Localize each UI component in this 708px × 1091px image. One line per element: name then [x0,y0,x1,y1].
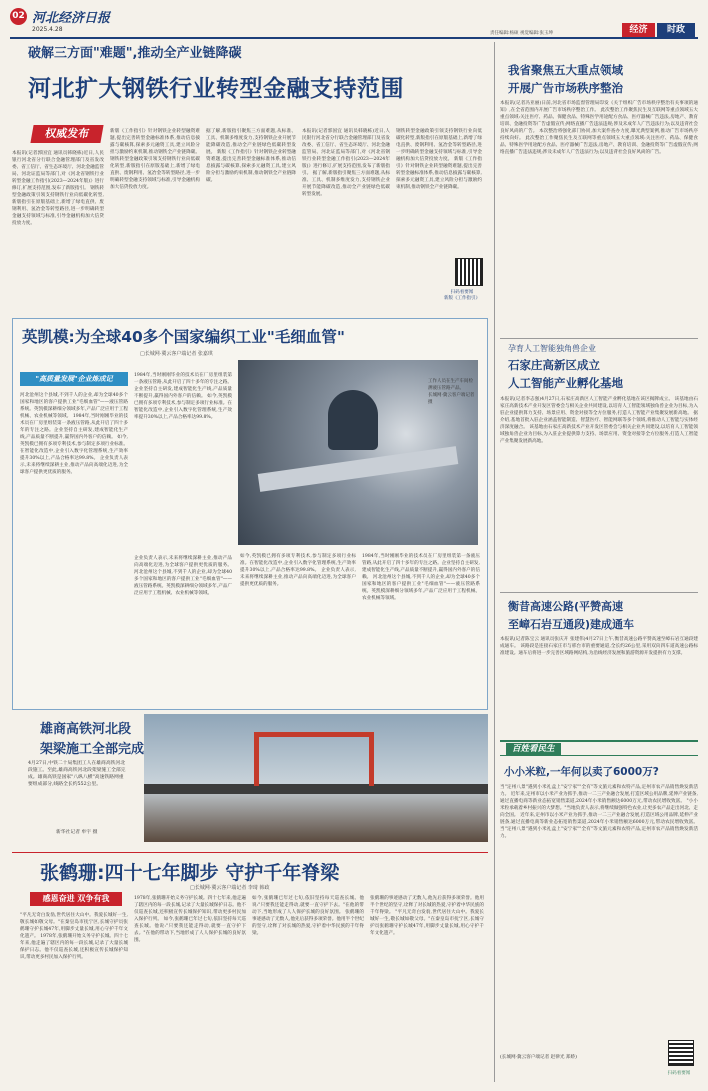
right-rule-2 [500,592,698,593]
highway-headline-1: 衡昔高速公路(平赞高速 [508,600,624,613]
feature2-body-col3: 如今,张鹤珊已年过七旬,依旧坚持每天巡查长城。他说:"只要我还能走得动,就要一直守护下去。"在他的带动下,当地形成了人人保护长城的良好氛围。 张鹤珊的事迹感动了无数人,他先后获得多项荣誉。他用半个世纪的坚守,诠释了对长城的热爱,守护着中华民族的千年脊梁。 [252,896,364,936]
lead-body-col3: 据了解,新版指引聚焦三方面难题,从标准、工具、机制多维度发力,支持钢铁企业开展节能降碳改造,推动全产业链绿色低碳转型发展。 新版《工作指引》针对钢铁企业转型融资难题,提出完善转型金融标准体系,推动信息披露与碳核算,探索多元融资工具,建立风险分担与激励约束机制,推动钢铁全产业链降碳。 [206,129,296,183]
ad-order-body: 本报讯(记者冯亚丽)日前,河北省市场监督管理局印发《关于组织广告市场秩序整治有关事项的通知》,在全省范围内开展广告市场秩序整治工作。 此次整治工作聚焦民生及互联网等重点领域五大重点领域:关注医疗、药品、保健食品、特殊医学用途配方食品、医疗器械广告违法,房地产、教育培训、金融投资等广告虚假宣传;网络直播广告违法违规;涉及未成年人广告违法行为;以及违背社会良好风尚的广告。 本次整治将强化部门协同,加大案件查办力度,曝光典型案例,推动广告市场秩序持续向好。 此次整治工作聚焦民生及互联网等重点领域五大重点领域:关注医疗、药品、保健食品、特殊医学用途配方食品、医疗器械广告违法,房地产、教育培训、金融投资等广告虚假宣传;网络直播广告违法违规;涉及未成年人广告违法行为;以及违背社会良好风尚的广告。 [500,101,698,155]
feature2-body-col2: 1978年,张鹤珊开始义务守护长城。四十七年来,他走遍了辖区内的每一段长城,记录了大量长城保护日志。他不仅巡查长城,还积极宣传长城保护知识,带动更多村民加入保护行列。 如今,张鹤珊已年过七旬,依旧坚持每天巡查长城。他说:"只要我还能走得动,就要一直守护下去。"在他的带动下,当地形成了人人保护长城的良好氛围。 [134,896,246,943]
millet-qr-code[interactable] [668,1040,694,1066]
feature1-body-col5: 1984年,当时刚刚毕业的技术员在厂房里组装第一条液压管路,从此开启了四十多年的专注之路。企业坚持自主研发,建成智能化生产线,产品质量不断提升,赢得国内外客户的信赖。 河北沧州这个县城,不到千人的企业,却为全球40多个国家和地区的客户提供工业"毛细血管"——液压管路系统。英凯模深耕细分领域多年,产品广泛应用于工程机械、农业机械等领域。 [362,554,480,601]
feature1-body-col2: 1984年,当时刚刚毕业的技术员在厂房里组装第一条液压管路,从此开启了四十多年的专注之路。企业坚持自主研发,建成智能化生产线,产品质量不断提升,赢得国内外客户的信赖。 如今,英凯模已拥有多项专利技术,参与制定多项行业标准。在智能化改造中,企业引入数字化管理系统,生产效率提升30%以上,产品合格率达99.8%。 [134,373,232,420]
lead-kicker: 破解三方面"难题",推动全产业链降碳 [28,46,242,61]
ad-order-headline-2: 开展广告市场秩序整治 [508,81,623,95]
millet-headline: 小小米粒,一年何以卖了6000万? [504,766,659,778]
ad-order-headline-1: 我省聚焦五大重点领域 [508,63,623,77]
lead-qr-code[interactable] [455,258,483,286]
right-rule-1 [500,338,698,339]
highway-body: 本报讯(记者陈宝云 通讯员张庆开 张建伟)4月27日上午,衡昔高速公路平赞高速至嶂石岩互通段建成通车。 该路段是连接石家庄市与邢台市的重要通道,全长约26公里,采用双向四车道高速公路标准建设。通车后将进一步完善区域路网结构,为沿线经济发展和旅游资源开发提供有力支撑。 [500,637,698,656]
livelihood-banner [500,740,698,756]
lead-body-col4: 本报讯(记者郭国宜 通讯员韩晓栋)近日,人民银行河北省分行联合金融管理部门及省发改委、省工信厅、省生态环境厅、河北金融监管局、河北证监局等部门,对《河北省钢铁行业转型金融工作指引(2023—2024年版)》进行修订,扩展支持范围,发布了新版指引。 据了解,新版指引聚焦三方面难题,从标准、工具、机制多维度发力,支持钢铁企业开展节能降碳改造,推动全产业链绿色低碳转型发展。 [302,129,390,197]
feature2-top-rule [12,852,488,853]
paper-name: 河北经济日报 [32,11,111,26]
millet-byline: (长城网·冀云客户端记者 赵律光 郑娇) [500,1055,577,1060]
lead-body-col2: 新版《工作指引》针对钢铁企业转型融资难题,提出完善转型金融标准体系,推动信息披露与碳核算,探索多元融资工具,建立风险分担与激励约束机制,推动钢铁全产业链降碳。 钢铁转型金融政策引领支持钢铁行业向低碳化转型,新版指引在原版基础上,新增了绿电直供、废钢利用、氢冶金等转型路径,进一步明确转型金融支持领域与标准,引导金融机构加大信贷投放力度。 [110,129,200,190]
ai-base-headline-1: 石家庄高新区成立 [508,358,600,372]
editors-line: 责任编辑:杨硕 视觉编辑:张玉坤 [490,31,553,36]
masthead-rule [10,37,698,39]
rail-credit: 新华社记者 牟宇 摄 [56,830,98,835]
feature2-byline: □长城网·冀云客户端记者 李琦 韩政 [190,885,270,891]
gantry-crane [254,732,374,786]
ai-base-headline-2: 人工智能产业孵化基地 [508,376,623,390]
millet-qr-caption: 扫码看要闻 [667,1071,691,1076]
machine-arm [258,446,459,492]
lead-qr-caption: 扫码看要闻 新版《工作指引》 [444,290,480,301]
feature2-body-col1: "平凡无奇白发翁,世代居住大山中。我爱长城好一生,敬长城如敬父母。"在秦皇岛市抚宁区,长城守护员张鹤珊守护长城47年,用脚步丈量长城,用心守护千年文化遗产。 1978年,张鹤珊开始义务守护长城。四十七年来,他走遍了辖区内的每一段长城,记录了大量长城保护日志。他不仅巡查长城,还积极宣传长城保护知识,带动更多村民加入保护行列。 [20,913,128,960]
lead-body-col5: 钢铁转型金融政策引领支持钢铁行业向低碳化转型,新版指引在原版基础上,新增了绿电直供、废钢利用、氢冶金等转型路径,进一步明确转型金融支持领域与标准,引导金融机构加大信贷投放力度。 新版《工作指引》针对钢铁企业转型融资难题,提出完善转型金融标准体系,推动信息披露与碳核算,探索多元融资工具,建立风险分担与激励约束机制,推动钢铁全产业链降碳。 [396,129,482,190]
feature1-body-col1: 河北沧州这个县城,不到千人的企业,却为全球40多个国家和地区的客户提供工业"毛细血管"——液压管路系统。英凯模深耕细分领域多年,产品广泛应用于工程机械、农业机械等领域。 1984年,当时刚刚毕业的技术员在厂房里组装第一条液压管路,从此开启了四十多年的专注之路。企业坚持自主研发,建成智能化生产线,产品质量不断提升,赢得国内外客户的信赖。 如今,英凯模已拥有多项专利技术,参与制定多项行业标准。在智能化改造中,企业引入数字化管理系统,生产效率提升30%以上,产品合格率达99.8%。 企业负责人表示,未来将继续深耕主业,推动产品向高端化迈进,为全球客户提供更优质的服务。 [20,393,128,475]
feature1-body-col3: 企业负责人表示,未来将继续深耕主业,推动产品向高端化迈进,为全球客户提供更优质的服务。 河北沧州这个县城,不到千人的企业,却为全球40多个国家和地区的客户提供工业"毛细血管"——液压管路系统。英凯模深耕细分领域多年,产品广泛应用于工程机械、农业机械等领域。 [134,556,232,596]
feature2-headline: 张鹤珊:四十七年脚步 守护千年脊梁 [40,862,340,884]
lead-headline: 河北扩大钢铁行业转型金融支持范围 [28,76,404,102]
lead-body-col1: 本报讯(记者郭国宜 通讯员韩晓栋)近日,人民银行河北省分行联合金融管理部门及省发改委、省工信厅、省生态环境厅、河北金融监管局、河北证监局等部门,对《河北省钢铁行业转型金融工作指引(2023—2024年版)》进行修订,扩展支持范围,发布了新版指引。 钢铁转型金融政策引领支持钢铁行业向低碳化转型,新版指引在原版基础上,新增了绿电直供、废钢利用、氢冶金等转型路径,进一步明确转型金融支持领域与标准,引导金融机构加大信贷投放力度。 [12,151,104,226]
rail-caption: 4月27日,中铁二十局集团工人在雄商高铁河北段施工。至此,雄商高铁河北段架梁施工全部完成。雄商高铁是国家"八纵八横"高速铁路网重要组成部分,线路全长约552公里。 [28,761,126,787]
millet-body: 当"定州八景"遇到小米礼盒上"安宁家""全有"等文旅元素和农特产品,定州市农产品销售焕发新活力。 近年来,定州市以小米产业为抓手,推动一二三产业融合发展,打造区域公用品牌,延伸产业链条,通过直播电商等新业态拓宽销售渠道,2024年小米销售额达6000万元,带动农民增收致富。 "小小米粒承载着乡村振兴的大梦想。"当地负责人表示,将继续做强特色农业,让更多农产品走出河北、走向全国。 近年来,定州市以小米产业为抓手,推动一二三产业融合发展,打造区域公用品牌,延伸产业链条,通过直播电商等新业态拓宽销售渠道,2024年小米销售额达6000万元,带动农民增收致富。 当"定州八景"遇到小米礼盒上"安宁家""全有"等文旅元素和农特产品,定州市农产品销售焕发新活力。 [500,785,698,839]
livelihood-banner-label: 百姓看民生 [506,743,561,755]
section-tag-politics: 时政 [657,23,695,37]
ai-base-body: 本报讯(记者李志强)4月27日,石家庄高新区人工智能产业孵化基地在该区揭牌成立。 该基地由石家庄高新技术产业开发区管委会与相关企业共同建设,以培育人工智能领域独角兽企业为目标,为入驻企业提供算力支持、场景应用、资金对接等全方位服务,打造人工智能产业集聚发展新高地。 据介绍,基地首批入驻企业涵盖智能制造、智慧医疗、智能网联等多个领域,将推动人工智能与实体经济深度融合。 该基地由石家庄高新技术产业开发区管委会与相关企业共同建设,以培育人工智能领域独角兽企业为目标,为入驻企业提供算力支持、场景应用、资金对接等全方位服务,打造人工智能产业集聚发展新高地。 [500,397,698,444]
rail-headline-1: 雄商高铁河北段 [40,722,132,737]
highway-headline-2: 至嶂石岩互通段)建成通车 [508,618,635,631]
right-column-divider [494,42,495,1082]
feature1-tag: "高质量发展"企业炼成记 [20,372,128,386]
feature1-body-col4: 如今,英凯模已拥有多项专利技术,参与制定多项行业标准。在智能化改造中,企业引入数字化管理系统,生产效率提升30%以上,产品合格率达99.8%。 企业负责人表示,未来将继续深耕主业,推动产品向高端化迈进,为全球客户提供更优质的服务。 [240,554,356,587]
rail-headline-2: 架梁施工全部完成 [40,742,145,757]
feature1-byline: □长城网·冀云客户端记者 张嘉琪 [140,351,213,357]
column-tag-authoritative: 权威发布 [30,125,103,143]
ai-base-kicker: 孕育人工智能独角兽企业 [508,344,596,353]
feature2-body-col4: 张鹤珊的事迹感动了无数人,他先后获得多项荣誉。他用半个世纪的坚守,诠释了对长城的热爱,守护着中华民族的千年脊梁。 "平凡无奇白发翁,世代居住大山中。我爱长城好一生,敬长城如敬父母。"在秦皇岛市抚宁区,长城守护员张鹤珊守护长城47年,用脚步丈量长城,用心守护千年文化遗产。 [370,896,484,936]
issue-date: 2025.4.28 [32,26,63,33]
section-tag-economy: 经济 [622,23,655,37]
feature1-headline: 英凯模:为全球40多个国家编织工业"毛细血管" [22,328,345,346]
feature1-caption: 工作人员在生产车间检测液压管路产品。 长城网·冀云客户端记者 摄 [428,379,475,405]
feature2-tag: 感恩奋进 双争有我 [30,892,122,906]
worker-figure [328,390,378,450]
rail-photo [144,714,488,842]
masthead [10,6,700,36]
page-number: 02 [10,8,27,25]
